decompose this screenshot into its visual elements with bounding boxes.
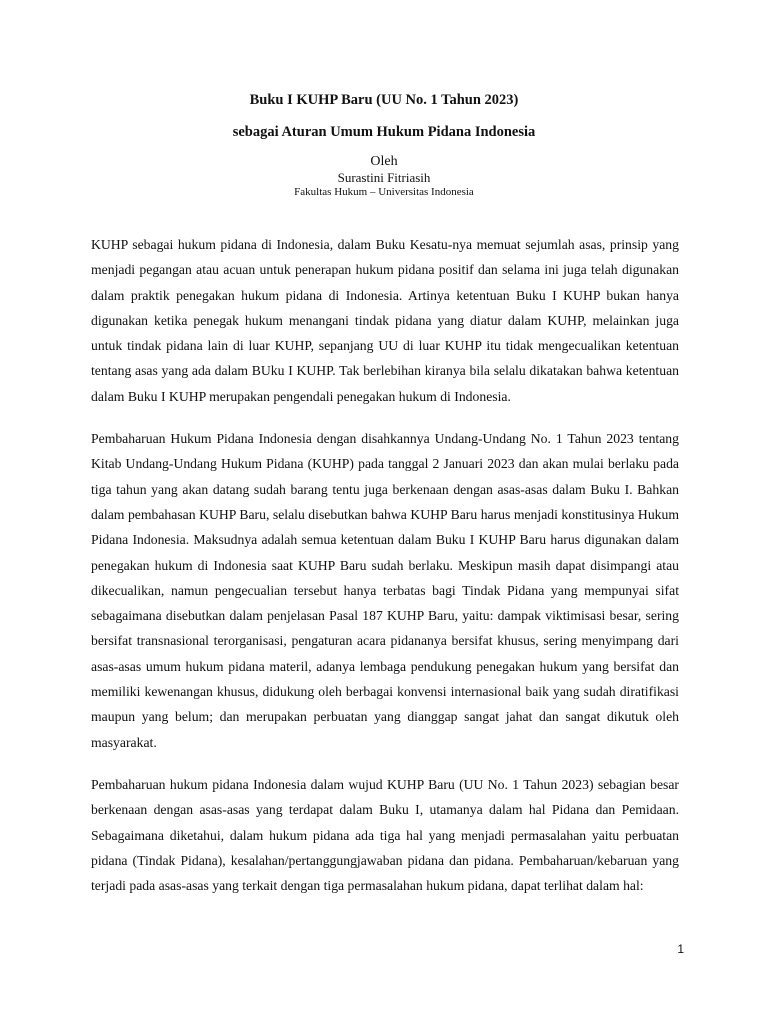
page-number: 1 <box>677 942 684 956</box>
by-label: Oleh <box>370 154 398 169</box>
document-subtitle: sebagai Aturan Umum Hukum Pidana Indonesia <box>232 124 536 140</box>
paragraph: Pembaharuan hukum pidana Indonesia dalam wujud KUHP Baru (UU No. 1 Tahun 2023) sebagian besar berkenaan dengan asas-asas yang terdapat dalam Buku I, utamanya dalam hal Pidana dan Pemidaan. Sebagaimana diketahui, dalam hukum pidana ada tiga hal yang menjadi permasalahan yaitu perbuatan pidana (Tindak Pidana), kesalahan/pertanggungjawaban pidana dan pidana. Pembaharuan/kebaruan yang terjadi pada asas-asas yang terkait dengan tiga permasalahan hukum pidana, dapat terlihat dalam hal: <box>91 776 679 894</box>
document-body <box>91 232 679 915</box>
paragraph: KUHP sebagai hukum pidana di Indonesia, dalam Buku Kesatu-nya memuat sejumlah asas, prinsip yang menjadi pegangan atau acuan untuk penerapan hukum pidana positif dan selama ini juga telah digunakan dalam praktik penegakan hukum pidana di Indonesia. Artinya ketentuan Buku I KUHP bukan hanya digunakan ketika penegak hukum menangani tindak pidana yang diatur dalam KUHP, melainkan juga untuk tindak pidana lain di luar KUHP, sepanjang UU di luar KUHP itu tidak mengecualikan ketentuan tentang asas yang ada dalam BUku I KUHP. Tak berlebihan kiranya bila selalu dikatakan bahwa ketentuan dalam Buku I KUHP merupakan pengendali penegakan hukum di Indonesia. <box>91 237 679 404</box>
author-affiliation: Fakultas Hukum – Universitas Indonesia <box>294 186 474 198</box>
author-name: Surastini Fitriasih <box>337 170 431 185</box>
document-title: Buku I KUHP Baru (UU No. 1 Tahun 2023) <box>249 92 519 108</box>
paragraph: Pembaharuan Hukum Pidana Indonesia dengan disahkannya Undang-Undang No. 1 Tahun 2023 tentang Kitab Undang-Undang Hukum Pidana (KUHP) pada tanggal 2 Januari 2023 dan akan mulai berlaku pada tiga tahun yang akan datang sudah barang tentu juga berkenaan dengan asas-asas dalam Buku I. Bahkan dalam pembahasan KUHP Baru, selalu disebutkan bahwa KUHP Baru harus menjadi konstitusinya Hukum Pidana Indonesia. Maksudnya adalah semua ketentuan dalam Buku I KUHP Baru harus digunakan dalam penegakan hukum di Indonesia saat KUHP Baru sudah berlaku. Meskipun masih dapat disimpangi atau dikecualikan, namun pengecualian tersebut hanya terbatas bagi Tindak Pidana yang mempunyai sifat sebagaimana disebutkan dalam penjelasan Pasal 187 KUHP Baru, yaitu: dampak viktimisasi besar, sering bersifat transnasional terorganisasi, pengaturan acara pidananya bersifat khusus, sering menyimpang dari asas-asas umum hukum pidana materil, adanya lembaga pendukung penegakan hukum yang bersifat dan memiliki kewenangan khusus, didukung oleh berbagai konvensi internasional baik yang sudah diratifikasi maupun yang belum; dan merupakan perbuatan yang dianggap sangat jahat dan sangat dikutuk oleh masyarakat. <box>91 431 679 750</box>
